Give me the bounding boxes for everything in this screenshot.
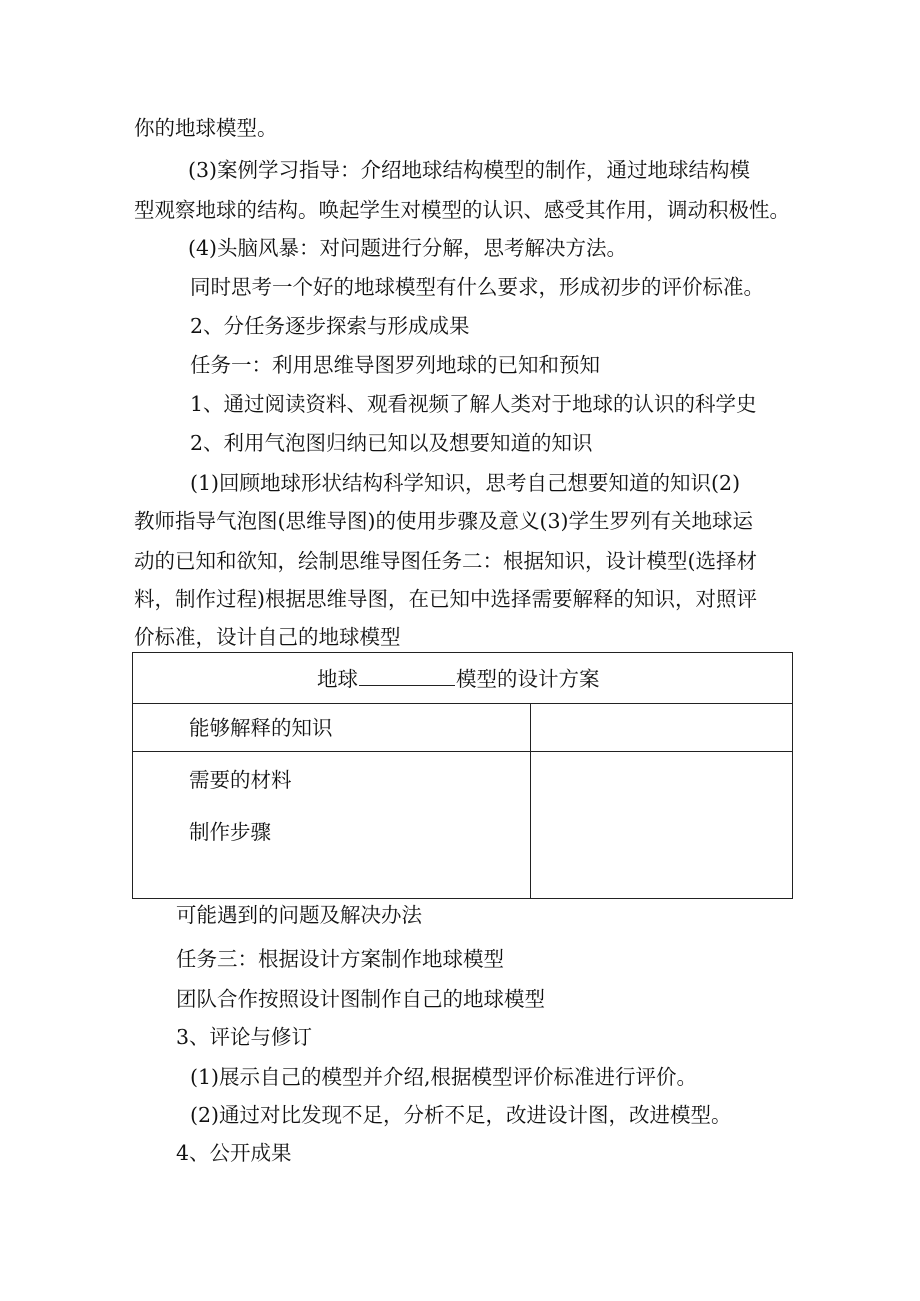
table-divider xyxy=(133,703,792,704)
paragraph-line: 同时思考一个好的地球模型有什么要求，形成初步的评价标准。 xyxy=(190,275,764,299)
paragraph-line: 可能遇到的问题及解决办法 xyxy=(176,903,422,927)
paragraph-line: (4)头脑风暴：对问题进行分解，思考解决方法。 xyxy=(188,236,628,260)
paragraph-line: (1)回顾地球形状结构科学知识，思考自己想要知道的知识(2) xyxy=(190,471,741,495)
task-heading: 任务一：利用思维导图罗列地球的已知和预知 xyxy=(190,353,600,377)
table-title-prefix: 地球 xyxy=(317,667,358,691)
row-label-knowledge: 能够解释的知识 xyxy=(189,716,333,740)
paragraph-line: 型观察地球的结构。唤起学生对模型的认识、感受其作用，调动积极性。 xyxy=(134,198,790,222)
paragraph-line: 1、通过阅读资料、观看视频了解人类对于地球的认识的科学史 xyxy=(190,392,757,416)
paragraph-line: 教师指导气泡图(思维导图)的使用步骤及意义(3)学生罗列有关地球运 xyxy=(134,509,754,533)
paragraph-line: (3)案例学习指导：介绍地球结构模型的制作，通过地球结构模 xyxy=(188,158,751,182)
row-label-steps: 制作步骤 xyxy=(189,820,271,844)
paragraph-line: 团队合作按照设计图制作自己的地球模型 xyxy=(176,987,545,1011)
row-label-materials: 需要的材料 xyxy=(189,768,292,792)
paragraph-line: 2、利用气泡图归纳已知以及想要知道的知识 xyxy=(190,431,593,455)
fill-in-blank xyxy=(359,667,455,686)
table-divider xyxy=(133,751,792,752)
paragraph-line: (1)展示自己的模型并介绍,根据模型评价标准进行评价。 xyxy=(190,1065,698,1089)
paragraph-line: (2)通过对比发现不足，分析不足，改进设计图，改进模型。 xyxy=(190,1103,732,1127)
paragraph-line: 动的已知和欲知，绘制思维导图任务二：根据知识，设计模型(选择材 xyxy=(134,549,757,573)
table-column-divider xyxy=(530,703,531,898)
paragraph-line: 价标准，设计自己的地球模型 xyxy=(134,625,401,649)
table-title-suffix: 模型的设计方案 xyxy=(456,667,600,691)
section-heading: 2、分任务逐步探索与形成成果 xyxy=(190,314,470,338)
section-heading: 3、评论与修订 xyxy=(176,1025,313,1049)
paragraph-line: 你的地球模型。 xyxy=(134,116,278,140)
design-plan-table xyxy=(132,652,793,899)
section-heading: 4、公开成果 xyxy=(176,1141,292,1165)
task-heading: 任务三：根据设计方案制作地球模型 xyxy=(176,947,504,971)
paragraph-line: 料，制作过程)根据思维导图，在已知中选择需要解释的知识，对照评 xyxy=(134,587,757,611)
table-title xyxy=(317,666,600,692)
